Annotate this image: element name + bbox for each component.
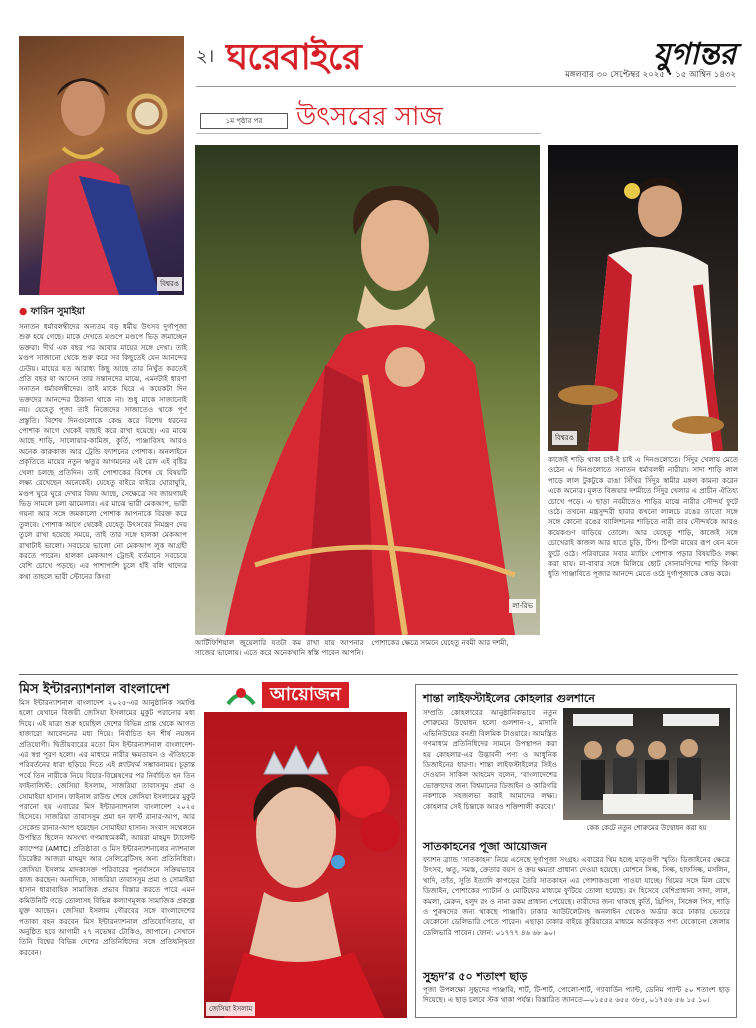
miss-international-illustration <box>204 712 407 1018</box>
shanta-title: শান্তা লাইফস্টাইলের কোহলার গুলশানে <box>423 692 595 705</box>
center-model-illustration <box>195 145 540 635</box>
ayojon-logo-icon <box>226 684 256 708</box>
right-photo-credit: বিশ্বরঙ <box>552 431 577 445</box>
left-model-photo <box>19 36 184 295</box>
miss-international-text: মিস ইন্টারন্যাশনাল বাংলাদেশ ২০২৫-এর আনুষ্ঠানিক সমাপ্তি হলো যেখানে বিজয়ী জেসিয়া ইসলামের মুকুট পরানোর মধ্য দিয়ে। এই যাত্রা শুরু হয়েছিল দেশের বিভিন্ন প্রান্ত থেকে আগত হাজারো আবেদনের মধ্য দিয়ে। নির্বাচিত হন শীর্ষ নয়জন প্রতিযোগী। দ্বিতীয়বারের মতো মিস ইন্টারন্যাশনাল বাংলাদেশ-এর স্বপ্ন পূরণ হলো। এর মাধ্যমে নারীর ক্ষমতায়ন ও ঐতিহ্যকে পরিবর্তনের ধারা ছড়িয়ে দিতে এই প্ল্যাটফর্ম সম্ভাবনাময়। চূড়ান্ত পর্বে তিন নারীকে নিয়ে বিচার-বিশ্লেষণের পর নির্বাচিত হন তিন ফাইনালিস্ট: জেসিয়া ইসলাম, সাজরিয়া তাবাসসুম প্রমা ও সোমাইয়া হাসান। ফাইনাল রাউন্ড শেষে জেসিয়া ইসলামের মুকুট পরানো হয় এবারের মিস ইন্টারন্যাশনাল বাংলাদেশ ২০২৫ হিসেবে। সাজরিয়া তাবাসসুম প্রমা হন ফার্স্ট রানার-আপ, আর সেকেন্ড রানার-আপ হয়েছেন সোমাইয়া হাসান। সংবাদ সম্মেলনে উপস্থিত ছিলেন অসংখ্য গণমাধ্যমকর্মী, আয়রা মাহমুদ ট্যালেন্ট ক্যাম্পের (AMTC) প্রতিষ্ঠাতা ও মিস ইন্টারন্যাশনালের ন্যাশনাল ডিরেক্টর আজরা মাহমুদ আর সেলিব্রেটিসহ অন্য প্রতিনিধিরা। জেসিয়া ইসলাম মাদকাসক্ত পরিবারের পুনর্বাসনে সক্রিয়ভাবে কাজ করছেন। অন্যদিকে, সাজরিয়া তাবাসসুম প্রমা ও সোমাইয়া হাসান ধারাবাহিক সামাজিক প্রভাব বিস্তার করতে পারে এমন কমিউনিটি গড়ে তোলাসহ বিভিন্ন কল্যাণমূলক সামাজিক প্রকল্পে যুক্ত আছেন। জেসিয়া ইসলাম গৌরবের সঙ্গে বাংলাদেশের পতাকা বহন করবেন মিস ইন্টারন্যাশনাল প্রতিযোগিতায়, যা অনুষ্ঠিত হবে আগামী ২৭ নভেম্বর টোকিও, জাপানে। সেখানে তিনি বিশ্বের বিভিন্ন দেশের প্রতিনিধিদের সঙ্গে প্রতিদ্বন্দ্বিতা করবেন। <box>19 698 195 957</box>
ayojon-badge <box>226 682 406 710</box>
center-photo-credit: লা-রিভ <box>509 599 536 613</box>
ayojon-label: আয়োজন <box>262 682 349 708</box>
story-title: উৎসবের সাজ <box>296 102 443 132</box>
left-model-illustration <box>19 36 184 295</box>
header-divider <box>196 86 736 87</box>
main-story-bottom-rule <box>19 674 738 675</box>
story-column-3: কাজেই শাড়ি থাকা চাই-ই চাই এ দিনগুলোতে। সিঁদুর খেলায় মেতে ওঠেন এ দিনগুলোতে সনাতন ধর্মাবলম্বী নারীরা। সাদা শাড়ি লাল পাড়ে লাল টুকটুকে রাঙা সিঁথির সিঁদুর স্বামীর মঙ্গল কামনা করেন একে অন্যের। মূলত বিজয়ার দশমীতে সিঁদুর খেলার এ প্রাচীন ঐতিহ্য চোখে পড়ে। এ ছাড়া নবমীতেও শাড়ির মাঝে নারীর সৌন্দর্য ফুটে ওঠে। তখনো মন্ত্রসুন্দরী হাবার কখনো লালচে রঙের তাতো সঙ্গে সঙ্গে কোনো রঙের ব্যালিশনের শাড়িতে নারী তার সৌন্দর্যকে আরও কয়েকগুণ বাড়িয়ে তোলে। আর যেহেতু শাড়ি, কাজেই সঙ্গে চোখেরাই কাজল আর হাতে চুড়ি, টিপ। টিপটা মায়ের রূপ যেন মনে ফুটে ওঠে। পরিবারের সবার ম্যাচিং পোশাক পড়ার বিষয়টিও লক্ষ্য করা যায়। মা-বাবার সঙ্গে মিলিয়ে ছোট সোনামণিদের শাড়ি কিংবা ধুতি পাঞ্জাবিতে পূজার আনন্দে মেতে ওঠে দুর্গাপূজাকে কেন্দ্র করে। <box>548 455 738 579</box>
continued-label: ১ম পৃষ্ঠার পর <box>200 113 288 129</box>
shanta-photo <box>563 708 730 820</box>
satkahon-text: ফ্যাশন ব্র্যান্ড ‘সাতকাহন’ নিয়ে এসেছে দুর্গাপূজা সংগ্রহ। এবারের থিম হচ্ছে মাতৃগুণী স্মৃতি। ডিজাইনের ক্ষেত্রে উৎসব, ঋতু, সমস্ত, ক্রেতার বয়স ও ক্রয় ক্ষমতা প্রাধান্য দেওয়া হয়েছে। মোশনে সিল্ক, সিল্ক, হাফসিল্ক, মসলিন, খাদি, তাঁত, সুতি ইত্যাদি কাপড়ের তৈরি সাতকাহন এর পোশাকগুলো পাওয়া যাচ্ছে। থিমের সঙ্গে মিল রেখে ডিজাইন, পোশাকের প্যাটার্ন ও মোটিফের মাধ্যমে ফুটিয়ে তোলা হয়েছে। রং হিসেবে বেশিপ্রাধান্য সাদা, লাল, কমলা, মেরুন, হলুদ রং ও নানা রকম প্রাধান্য পেয়েছে। নারীদের জন্য থাকছে কুর্তি, থ্রিপিস, সিঙ্গেল পিস, শাড়ি ও পুরুষদের জন্য থাকছে পাঞ্জাবি। ঢাকার আউটলেটসহ অনলাইন থেকেও অর্ডার করে ঢাকার ভেতরে যেকোনো ডেলিভারি পেতে পারেন। এছাড়া ঢাকার বাইরে কুরিয়ারের মাধ্যমে অর্ডারকৃত পণ্য যেকোনো জেলায় ডেলিভারি পাবেন। ফোন: ০১৭৭৭ ৪৬ ৬৮ ৯০। <box>423 855 730 937</box>
page-number: ২। <box>196 46 215 67</box>
story-column-2: আর্টিফিশিয়াল জুয়েলারি যতটা কম রাখা যায় আপনার সাজের ভালোয়। এতে করে অনেকখানি স্বস্তি পাবেন আপনি। পোশাকের ক্ষেত্রে সামনে যেহেতু নবমী আর দশমী, <box>195 638 509 658</box>
miss-international-title: মিস ইন্টারন্যাশনাল বাংলাদেশ <box>19 682 170 697</box>
byline <box>19 305 85 320</box>
section-title: ঘরেবাইরে <box>226 36 361 78</box>
byline-bullet-icon: ● <box>19 306 28 317</box>
suhrid-text: পূজা উপলক্ষ্যে সুহৃদের পাঞ্জাবি, শার্ট, টি-শার্ট, পোলো-শার্ট, গ্যাবার্ডিন প্যান্ট, ডেনিম প্যান্ট ৫০ শতাংশ ছাড় দিয়েছে। এ ছাড় চলবে স্টক থাকা পর্যন্ত। বিস্তারিত জানতে—০১৫৫৫ ৬৫৫ ৩৮৫, ০১৭৫৬ ৫৬ ১৫ ১০। <box>423 985 730 1005</box>
right-model-photo <box>548 145 738 451</box>
shanta-text: সম্প্রতি কোহলারের আনুষ্ঠানিকভাবে নতুন শোরুমের উদ্বোধন হলো গুলশান-২, মাদানি এভিনিউয়ের বনশ্রী বিলমিক টাওয়ারে। আমন্ত্রিত গণমাধ্যম প্রতিনিধিদের সামনে উপস্থাপন করা হয় কোহলার-এর উদ্ভাবনী পণ্য ও আধুনিক ডিজাইনের ধারণা। শান্তা লাইফস্টাইলের সিইও দেওয়ান সাকিল আহমেদ বলেন, ‘বাংলাদেশের ভোক্তাদের জন্য বিশ্বমানের ডিজাইন ও কারিগরি নকশাকে সহজলভ্য করাই আমাদের লক্ষ্য। কোহলার সেই চিন্তাকে আরও শক্তিশালী করবে।’ <box>423 708 557 811</box>
title-underline <box>196 133 541 134</box>
masthead-logo: যুগান্তর <box>653 37 736 72</box>
right-model-illustration <box>548 145 738 451</box>
center-model-photo <box>195 145 540 635</box>
date-line: মঙ্গলবার ৩০ সেপ্টেম্বর ২০২৫ • ১৫ আশ্বিন ১৪৩২ <box>565 70 736 80</box>
left-photo-credit: বিশ্বরঙ <box>157 277 182 291</box>
story-column-1: সনাতন ধর্মাবলম্বীদের অন্যতম বড় ধর্মীয় উৎসব দুর্গাপূজা শুরু হয়ে গেছে। মাকে দেখতে মণ্ডপে মণ্ডপে ভিড় জমাচ্ছেন ভক্তরা। দীর্ঘ এক বছর পর আবার মায়ের সঙ্গে দেখা। তাই মণ্ডপ সাজানো থেকে শুরু করে সব কিছুতেই যেন আনন্দের ঢেউয়। মায়ের যত আরাধ্য কিছু আছে তার নিখুঁত করতেই প্রতি বছর যা আসেন তার সন্তানদের মাঝে, এমনটাই ধারণা সনাতন ধর্মাবলম্বীদের। তাই মাকে ঘিরে এ কয়েকটা দিন ভক্তদের আনন্দের ঠিকানা থাকে না। শুধু মাকে সাজানোই নয়। যেহেতু পূজা তাই নিজেদের সাজাতেও থাকে পূর্ণ প্রস্তুতি। বিশেষ দিনগুলোকে কেন্দ্র করে বিশেষ ধরনের পোশাক আগে থেকেই বাছাই করে রাখা হয়েছে। এর মাঝে আছে শাড়ি, সালোয়ার-কামিজ, কুর্তি, পাঞ্জাবিসহ আরও অনেক কারুকাজ আর ট্রেন্ডি ফ্যাশনের পোশাক। অনলাইনে প্রকৃতিতে মায়ের নতুন ঋতুর আগমনের এই রোদ এই বৃষ্টির খেলা চলছে প্রতিদিন। তাই পোশাকের বিশেষ যে বিষয়টি লক্ষ্য রেখেছেন অনেকেই। যেহেতু বাইরে বাইরে ঘোরাঘুরি, মণ্ডপ ঘুরে ঘুরে দেখার বিষয় আছে, সেক্ষেত্রে সব জায়গায়ই ভিড় সামলে চলা ঝামেলার। এর মাঝে ভারী মেকআপ, ভারী গয়না আর সঙ্গে জমকালো পোশাক আপনাকে বিরক্ত করে তুলবে। পোশাক আগে থেকেই যেহেতু উৎসবের নিমন্ত্রণ দেয় তুলে রাখা হয়েছে সময়ে, তাই তার সঙ্গে হালকা মেকআপ রাখাটাই ভালো। সবচেয়ে ভালো নো মেকআপ লুক আগ্রহী করতে পারেন। হালকা মেকআপ ট্রেন্ডই বর্তমানে সবচেয়ে বেশি চোখে পড়ছে। এর পাশাপাশি চুলে হাঁই বলি খাদ্যের কথা তাহলে ভারী স্টোনের কিংবা <box>19 322 187 581</box>
miss-international-photo <box>204 712 407 1018</box>
shanta-photo-caption: কেক কেটে নতুন শোরুমের উদ্বোধন করা হয় <box>586 824 707 832</box>
suhrid-title: সুহৃদ’র ৫০ শতাংশ ছাড় <box>423 970 528 983</box>
byline-name: ফারিন সুমাইয়া <box>30 306 85 317</box>
satkahon-title: সাতকাহনের পূজা আয়োজন <box>423 840 547 853</box>
miss-photo-caption: জেসিয়া ইসলাম <box>206 1002 255 1016</box>
shanta-illustration <box>563 708 730 820</box>
